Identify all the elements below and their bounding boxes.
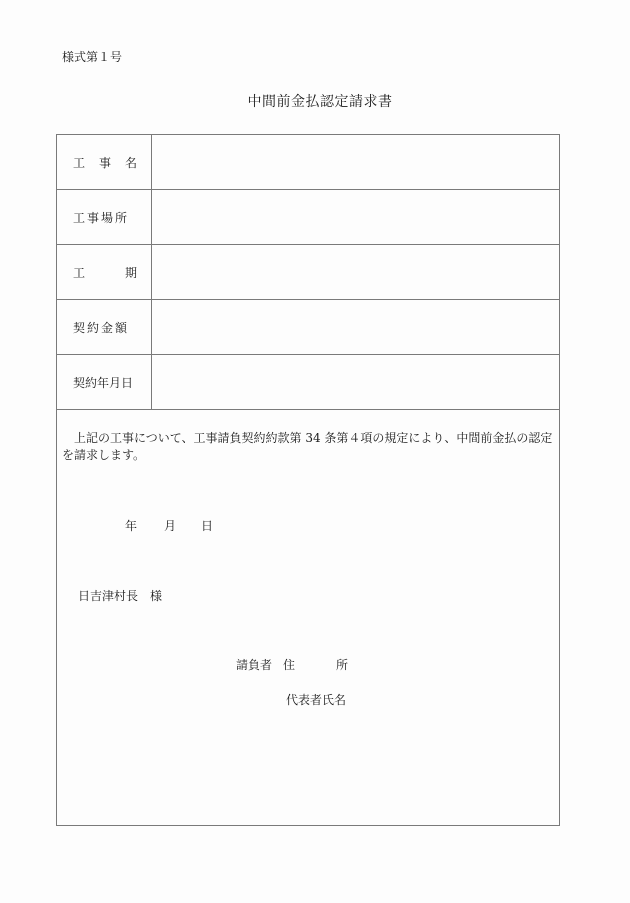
row-construction-site	[57, 190, 559, 245]
label-contract-date: 契約年月日	[57, 355, 152, 409]
row-construction-name	[57, 135, 559, 190]
contractor-role-label: 請負者	[236, 658, 273, 672]
request-body-text: 上記の工事について、工事請負契約約款第 34 条第４項の規定により、中間前金払の認定を請求します。	[62, 431, 553, 462]
application-form	[56, 134, 560, 826]
address-label-part1: 住	[283, 658, 296, 672]
row-construction-period	[57, 245, 559, 300]
label-construction-name: 工 事 名	[57, 135, 152, 189]
document-title: 中間前金払認定請求書	[247, 94, 393, 110]
addressee: 日吉津村長 様	[78, 589, 163, 603]
label-construction-period: 工 期	[57, 245, 152, 299]
row-contract-amount	[57, 300, 559, 355]
label-construction-site: 工事場所	[57, 190, 152, 244]
form-number: 様式第１号	[62, 50, 123, 64]
contract-date-field[interactable]	[152, 355, 559, 409]
representative-name-label: 代表者氏名	[286, 693, 347, 707]
address-label-part2: 所	[336, 658, 349, 672]
day-label: 日	[201, 519, 214, 533]
month-label: 月	[164, 519, 177, 533]
construction-period-field[interactable]	[152, 245, 559, 299]
row-contract-date	[57, 355, 559, 410]
construction-name-field[interactable]	[152, 135, 559, 189]
label-contract-amount: 契約金額	[57, 300, 152, 354]
contract-amount-field[interactable]	[152, 300, 559, 354]
year-label: 年	[125, 519, 138, 533]
construction-site-field[interactable]	[152, 190, 559, 244]
